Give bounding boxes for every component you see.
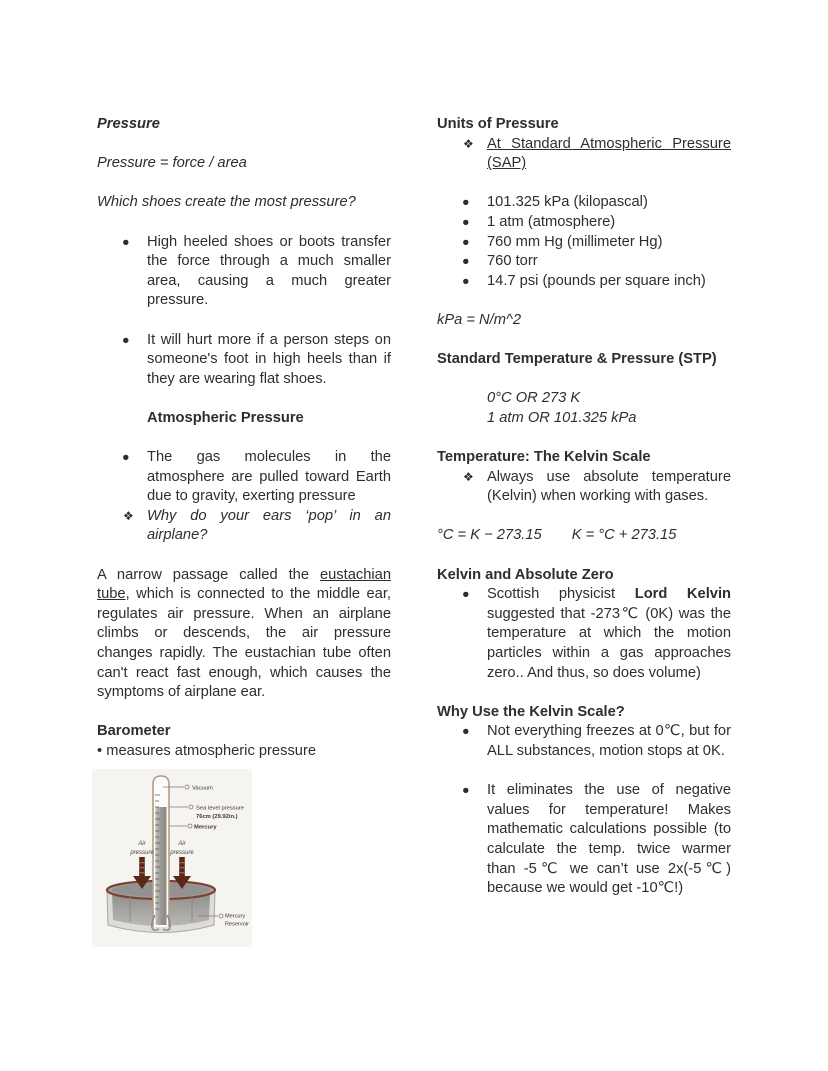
why-kelvin-heading: Why Use the Kelvin Scale? [437, 703, 625, 720]
vacuum-label-dot [185, 785, 189, 789]
bullet-icon: ● [122, 450, 130, 465]
vacuum-label: Vacuum [192, 785, 213, 792]
celsius-formula: °C = K − 273.15 [437, 527, 542, 544]
reservoir-label-2: Reservoir [225, 921, 249, 928]
barometer-heading: Barometer [97, 723, 171, 740]
bullet-icon: ● [462, 783, 470, 798]
air-pressure-label-left: Air [138, 840, 146, 847]
list-item [97, 331, 391, 390]
air-pressure-label-right-2: pressure [170, 849, 194, 856]
list-item-text: suggested that -273℃ (0K) was the temperature at which the motion particles within a gas approaches zero.. And thus, so does volume) [487, 605, 731, 681]
eustachian-tube-underlined: eustachian tube [97, 566, 391, 603]
air-pressure-label-right: Air [178, 840, 186, 847]
reservoir-label-dot [219, 914, 223, 918]
list-item-text: 14.7 psi (pounds per square inch) [487, 272, 706, 289]
list-item-text: Why do your ears ‘pop’ in an airplane? [147, 507, 391, 544]
list-item-text: 1 atm (atmosphere) [487, 213, 616, 230]
left-column [97, 115, 391, 947]
list-item-text: It eliminates the use of negative values for temperature! Makes mathematic calculations possible (to calculate the temp. twice warmer than -5℃ we can’t use 2x(-5℃) because we would get -10℃!) [487, 782, 731, 897]
mercury-label-dot [188, 824, 192, 828]
list-item [437, 781, 731, 899]
stp-line: 1 atm OR 101.325 kPa [487, 409, 637, 426]
stp-heading: Standard Temperature & Pressure (STP) [437, 351, 717, 368]
units-of-pressure-heading: Units of Pressure [437, 116, 559, 132]
sea-level-label-dot [189, 805, 193, 809]
absolute-zero-heading: Kelvin and Absolute Zero [437, 566, 614, 583]
list-item [437, 252, 731, 272]
diamond-bullet-icon: ❖ [463, 469, 474, 484]
bullet-icon: ● [462, 214, 470, 229]
eustachian-paragraph [97, 566, 391, 703]
right-column [437, 115, 731, 899]
mercury-label: Mercury [194, 824, 217, 831]
kelvin-formula: K = °C + 273.15 [571, 527, 677, 544]
kpa-formula: kPa = N/m^2 [437, 311, 522, 328]
conversion-formulas [437, 526, 731, 546]
diamond-bullet-icon: ❖ [123, 508, 134, 523]
list-item [437, 468, 731, 507]
pressure-formula: Pressure = force / area [97, 155, 247, 172]
bullet-icon: ● [462, 273, 470, 288]
list-item [97, 448, 391, 507]
list-item [97, 233, 391, 311]
list-item-text: It will hurt more if a person steps on someone's foot in high heels than if they are wearing flat shoes. [147, 331, 391, 387]
list-item [437, 272, 731, 292]
list-item-text: The gas molecules in the atmosphere are pulled toward Earth due to gravity, exerting pressure [147, 449, 391, 505]
stp-values [437, 389, 731, 428]
barometer-illustration [92, 769, 252, 947]
paragraph-text: , which is connected to the middle ear, regulates air pressure. When an airplane climbs or descends, the air pressure changes rapidly. The eustachian tube often can't react fast enough, which causes the symptoms of airplane ear. [97, 586, 391, 701]
list-item-text: Scottish physicist [487, 586, 635, 603]
atmospheric-pressure-heading: Atmospheric Pressure [147, 409, 304, 426]
list-item [437, 233, 731, 253]
list-item-text: High heeled shoes or boots transfer the force through a much smaller area, causing a much greater pressure. [147, 233, 391, 309]
bullet-icon: ● [462, 254, 470, 269]
paragraph-text: A narrow passage called the [97, 566, 320, 583]
diamond-bullet-icon: ❖ [463, 136, 474, 151]
barometer-diagram [92, 769, 252, 947]
air-pressure-label-left-2: pressure [130, 849, 154, 856]
stp-line: 0°C OR 273 K [487, 390, 581, 407]
sap-underlined-text: At Standard Atmospheric Pressure (SAP) [487, 135, 731, 172]
sea-level-label: Sea level pressure [196, 805, 245, 812]
list-item-text: 101.325 kPa (kilopascal) [487, 194, 648, 211]
kelvin-scale-heading: Temperature: The Kelvin Scale [437, 449, 651, 466]
bullet-icon: ● [462, 195, 470, 210]
bullet-icon: ● [122, 234, 130, 249]
list-item [437, 135, 731, 174]
list-item-text: 760 mm Hg (millimeter Hg) [487, 233, 663, 250]
list-item [437, 213, 731, 233]
reservoir-label: Mercury [225, 913, 246, 920]
pressure-title: Pressure [97, 116, 160, 132]
bullet-icon: ● [462, 234, 470, 249]
list-item-text: Always use absolute temperature (Kelvin) when working with gases. [487, 468, 731, 505]
list-item [97, 507, 391, 546]
lord-kelvin-bold: Lord Kelvin [634, 586, 731, 603]
list-item-text: Not everything freezes at 0℃, but for ALL substances, motion stops at 0K. [487, 723, 731, 759]
bullet-icon: ● [462, 724, 470, 739]
bullet-icon: ● [122, 332, 130, 347]
list-item [437, 722, 731, 761]
unit-list [437, 193, 731, 291]
list-item [437, 585, 731, 683]
shoes-question: Which shoes create the most pressure? [97, 194, 356, 211]
sea-level-value-label: 76cm (29.92in.) [196, 813, 238, 820]
list-item-text: 760 torr [487, 253, 538, 270]
list-item [437, 193, 731, 213]
bullet-icon: ● [462, 587, 470, 602]
barometer-note: • measures atmospheric pressure [97, 743, 317, 759]
